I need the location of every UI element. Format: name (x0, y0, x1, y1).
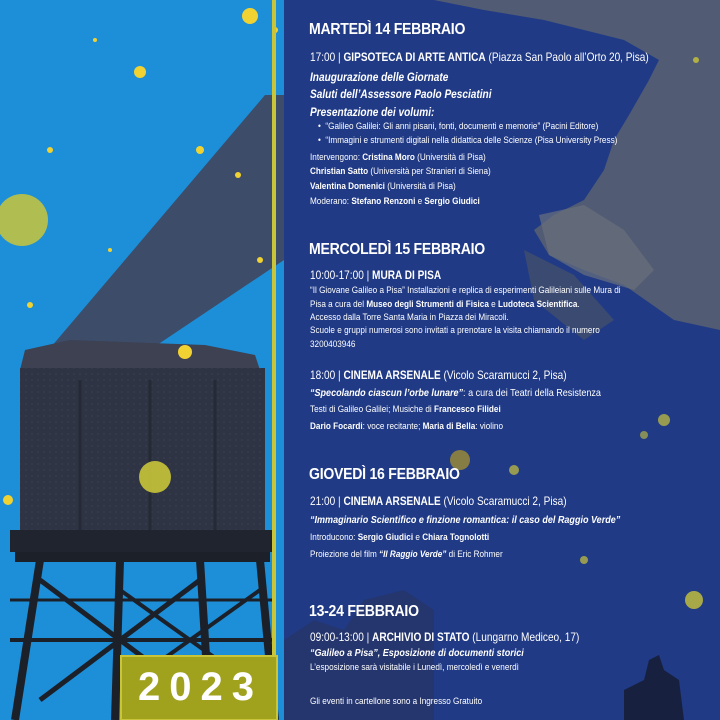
day2-e2-line2: Testi di Galileo Galilei; Musiche di Francesco Filidei (310, 404, 501, 415)
day1-title: MARTEDÌ 14 FEBBRAIO (309, 21, 466, 38)
day4-exhibit: “Galileo a Pisa”, Esposizione di documenti storici (310, 647, 524, 659)
day2-e2-line3: Dario Focardi: voce recitante; Maria di Bella: violino (310, 421, 504, 432)
star-dot-icon (0, 194, 48, 246)
day3-title: GIOVEDÌ 16 FEBBRAIO (309, 466, 460, 483)
day2-e1-line3: Accesso dalla Torre Santa Maria in Piazza dei Miracoli. (310, 312, 509, 323)
day1-line1: Inaugurazione delle Giornate (310, 70, 449, 84)
day3-film: Proiezione del film “Il Raggio Verde” di Eric Rohmer (310, 549, 503, 560)
day1-bullet1: • “Galileo Galilei: Gli anni pisani, fonti, documenti e memorie” (Pacini Editore) (318, 121, 599, 132)
day1-speaker3: Valentina Domenici (Università di Pisa) (310, 181, 456, 192)
day2-e1-line4: Scuole e gruppi numerosi sono invitati a prenotare la visita chiamando il numero (310, 325, 600, 336)
day3-intro: Introducono: Sergio Giudici e Chiara Tognolotti (310, 532, 490, 543)
day3-talk: “Immaginario Scientifico e finzione romantica: il caso del Raggio Verde” (310, 514, 621, 526)
day2-e2-title: “Specolando ciascun l’orbe lunare”: a cura dei Teatri della Resistenza (310, 387, 601, 399)
day2-title: MERCOLEDÌ 15 FEBBRAIO (309, 241, 485, 258)
footer-note: Gli eventi in cartellone sono a Ingresso Gratuito (310, 696, 483, 707)
day1-time: 17:00 (310, 50, 336, 64)
day4-title: 13-24 FEBBRAIO (309, 603, 419, 620)
day2-event2: 18:00 | CINEMA ARSENALE (Vicolo Scaramucci 2, Pisa) (310, 368, 567, 382)
day2-event1: 10:00-17:00 | MURA DI PISA (310, 268, 442, 282)
year-label: 2023 (138, 665, 263, 709)
day2-e1-line2: Pisa a cura del Museo degli Strumenti di Fisica e Ludoteca Scientifica. (310, 299, 580, 310)
day3-event: 21:00 | CINEMA ARSENALE (Vicolo Scaramucci 2, Pisa) (310, 494, 567, 508)
day1-moderators: Moderano: Stefano Renzoni e Sergio Giudici (310, 196, 480, 207)
day4-note: L’esposizione sarà visitabile i Lunedì, mercoledì e venerdì (310, 662, 519, 673)
day1-venue: GIPSOTECA DI ARTE ANTICA (343, 50, 486, 64)
day1-line2: Saluti dell’Assessore Paolo Pesciatini (310, 87, 492, 101)
day2-e1-phone: 3200403946 (310, 339, 356, 350)
day1-bullet2: • “Immagini e strumenti digitali nella didattica delle Scienze (Pisa University Press) (318, 135, 618, 146)
lighthouse-tower-image (0, 0, 284, 720)
day1-speaker1: Intervengono: Cristina Moro (Università di Pisa) (310, 152, 486, 163)
day1-speaker2: Christian Satto (Università per Stranieri di Siena) (310, 166, 491, 177)
day1-line3: Presentazione dei volumi: (310, 105, 435, 119)
left-illustration (0, 0, 284, 720)
day4-event: 09:00-13:00 | ARCHIVIO DI STATO (Lungarno Mediceo, 17) (310, 630, 580, 644)
day2-e1-line1: “Il Giovane Galileo a Pisa” Installazioni e replica di esperimenti Galileiani sulle Mura di (310, 285, 621, 296)
day1-event: 17:00 | GIPSOTECA DI ARTE ANTICA (Piazza San Paolo all’Orto 20, Pisa) (310, 50, 649, 64)
day1-address: (Piazza San Paolo all’Orto 20, Pisa) (488, 50, 649, 64)
